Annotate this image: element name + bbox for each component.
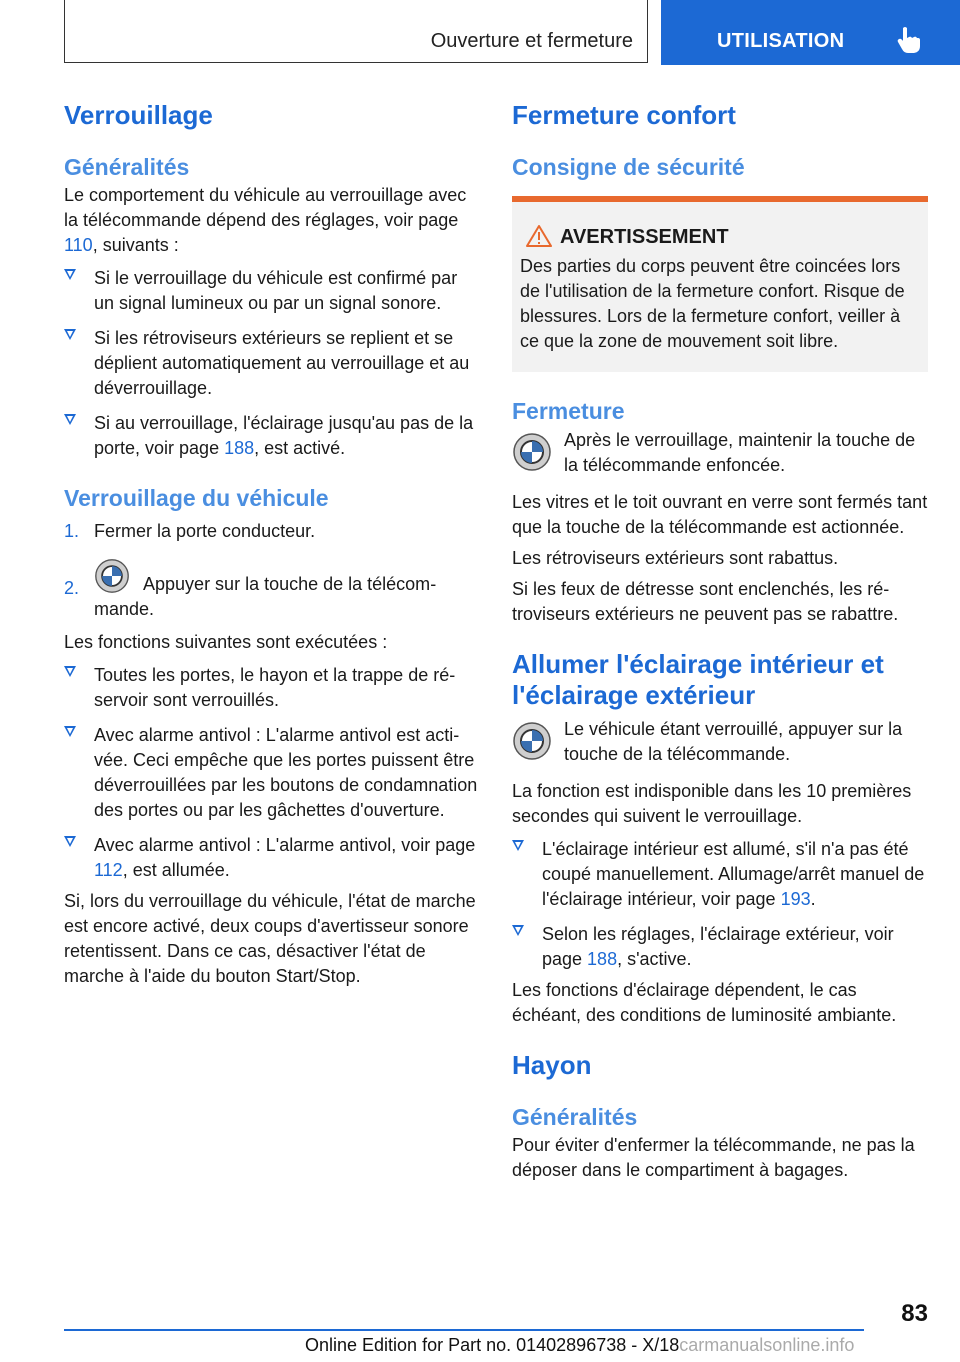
warning-header <box>520 224 920 250</box>
section-heading-fermeture-confort: Fermeture confort <box>512 100 736 130</box>
fonction-paragraph: La fonction est indisponible dans les 10 premières secondes qui suivent le verrouillage. <box>512 781 912 826</box>
footer-edition-text: Online Edition for Part no. 01402896738 - X/18 <box>305 1335 680 1355</box>
text-run: L'éclairage intérieur est allumé, s'il n'a pas été coupé manuellement. Allumage/arrêt manuel de l'éclairage intérieur, voir page <box>542 839 925 909</box>
text-run: Avec alarme antivol : L'alarme antivol, voir page <box>94 835 476 855</box>
warning-title: AVERTISSEMENT <box>560 226 729 248</box>
fermeture-icon-row <box>512 428 928 478</box>
section-heading-eclairage: Allumer l'éclairage intérieur et l'éclairage extérieur <box>512 649 884 710</box>
page-number: 83 <box>901 1300 928 1327</box>
hayon-paragraph: Pour éviter d'enfermer la télécommande, ne pas la déposer dans le compartiment à bagages. <box>512 1135 915 1180</box>
text-run: Si au verrouillage, l'éclairage jusqu'au pas de la porte, voir page <box>94 413 474 458</box>
settings-list <box>64 266 478 461</box>
bullet-triangle-icon <box>64 269 76 280</box>
header-chapter-tab <box>661 0 960 65</box>
text-run: Selon les réglages, l'éclairage extérieur, voir page <box>542 924 894 969</box>
bullet-triangle-icon <box>64 666 76 677</box>
functions-list <box>64 663 478 883</box>
warning-text: Des parties du corps peuvent être coincées lors de l'utilisation de la fermeture confort. Risque de blessures. Lors de la fermeture confort, veiller à ce que la zone de mouvement soit libre. <box>520 256 905 351</box>
text-run: Le comportement du véhicule au verrouillage avec la télécommande dépend des réglages, voir page <box>64 185 467 230</box>
footer-edition <box>305 1335 854 1356</box>
warning-triangle-icon <box>526 224 552 248</box>
subheading-generalites: Généralités <box>64 154 190 180</box>
text-run: Appuyer sur la touche de la télécommande. <box>94 574 437 619</box>
generalites-paragraph <box>64 183 478 258</box>
functions-intro: Les fonctions suivantes sont exécutées : <box>64 632 388 652</box>
list-item <box>64 833 478 883</box>
header-section-box <box>64 0 648 63</box>
luminosite-paragraph: Les fonctions d'éclairage dépendent, le cas échéant, des conditions de luminosité ambiante. <box>512 980 897 1025</box>
step-item <box>64 558 478 622</box>
page-link-188[interactable]: 188 <box>587 949 618 969</box>
list-item <box>64 723 478 823</box>
bmw-key-icon <box>512 721 552 761</box>
bullet-triangle-icon <box>512 925 524 936</box>
page-link-112[interactable]: 112 <box>94 860 123 880</box>
text-run: . <box>810 889 816 909</box>
step-number: 1. <box>64 521 80 541</box>
subheading-verrouillage-vehicule: Verrouillage du véhicule <box>64 485 329 511</box>
eclairage-icon-row <box>512 717 928 767</box>
left-column <box>64 98 478 989</box>
subheading-fermeture: Fermeture <box>512 398 625 424</box>
step-number: 2. <box>64 578 80 598</box>
step-item <box>64 519 478 544</box>
text-run: Fermer la porte conducteur. <box>94 521 316 541</box>
text-run: Si les rétroviseurs extérieurs se replient et se déplient automatiquement au verrouillage et au déverrouillage. <box>94 328 470 398</box>
footer-rule <box>64 1329 864 1331</box>
bullet-triangle-icon <box>64 726 76 737</box>
text-run: Toutes les portes, le hayon et la trappe de réservoir sont verrouillés. <box>94 665 456 710</box>
section-heading-verrouillage: Verrouillage <box>64 100 213 130</box>
section-heading-hayon: Hayon <box>512 1050 592 1080</box>
eclairage-list <box>512 837 928 972</box>
bullet-triangle-icon <box>64 836 76 847</box>
text-run: Avec alarme antivol : L'alarme antivol est activée. Ceci empêche que les portes puissent être déverrouillées par les boutons de condamnation des portes ou par les gâchettes d'ouverture. <box>94 725 478 820</box>
page-link-193[interactable]: 193 <box>780 889 811 909</box>
text-run: , suivants : <box>92 235 179 255</box>
bullet-triangle-icon <box>64 329 76 340</box>
right-column <box>512 98 928 1183</box>
subheading-consigne-securite: Consigne de sécurité <box>512 154 745 180</box>
steps-list <box>64 519 478 622</box>
list-item <box>64 326 478 401</box>
text-run: , est activé. <box>254 438 346 458</box>
list-item <box>64 411 478 461</box>
list-item <box>64 266 478 316</box>
page-link-188[interactable]: 188 <box>224 438 255 458</box>
text-run: , est allumée. <box>122 860 230 880</box>
footer-watermark: carmanualsonline.info <box>679 1335 855 1355</box>
text-run: , s'active. <box>617 949 692 969</box>
feux-paragraph: Si les feux de détresse sont enclenchés, les rétroviseurs extérieurs ne peuvent pas se rabattre. <box>512 579 899 624</box>
header-chapter-label: UTILISATION <box>717 30 845 52</box>
page-link-110[interactable]: 110 <box>64 235 93 255</box>
hand-pointer-icon <box>897 26 921 54</box>
text-run: Si le verrouillage du véhicule est confirmé par un signal lumineux ou par un signal sonore. <box>94 268 458 313</box>
text-run: Le véhicule étant verrouillé, appuyer sur la touche de la télécommande. <box>564 719 903 764</box>
warning-box <box>512 196 928 372</box>
bullet-triangle-icon <box>64 414 76 425</box>
bullet-triangle-icon <box>512 840 524 851</box>
subheading-hayon-generalites: Généralités <box>512 1104 638 1130</box>
bmw-key-icon <box>512 432 552 472</box>
list-item <box>64 663 478 713</box>
text-run: Après le verrouillage, maintenir la touche de la télécommande enfoncée. <box>564 430 916 475</box>
vitres-paragraph: Les vitres et le toit ouvrant en verre sont fermés tant que la touche de la télécommande est actionnée. <box>512 492 928 537</box>
bmw-key-icon <box>94 558 130 594</box>
header-section-title: Ouverture et fermeture <box>430 30 633 52</box>
retroviseurs-paragraph: Les rétroviseurs extérieurs sont rabattus. <box>512 548 839 568</box>
list-item <box>512 922 928 972</box>
list-item <box>512 837 928 912</box>
startstop-paragraph: Si, lors du verrouillage du véhicule, l'état de marche est encore activé, deux coups d'avertisseur sonore retentissent. Dans ce cas, désactiver l'état de marche à l'aide du bouton Start/Stop. <box>64 891 476 986</box>
